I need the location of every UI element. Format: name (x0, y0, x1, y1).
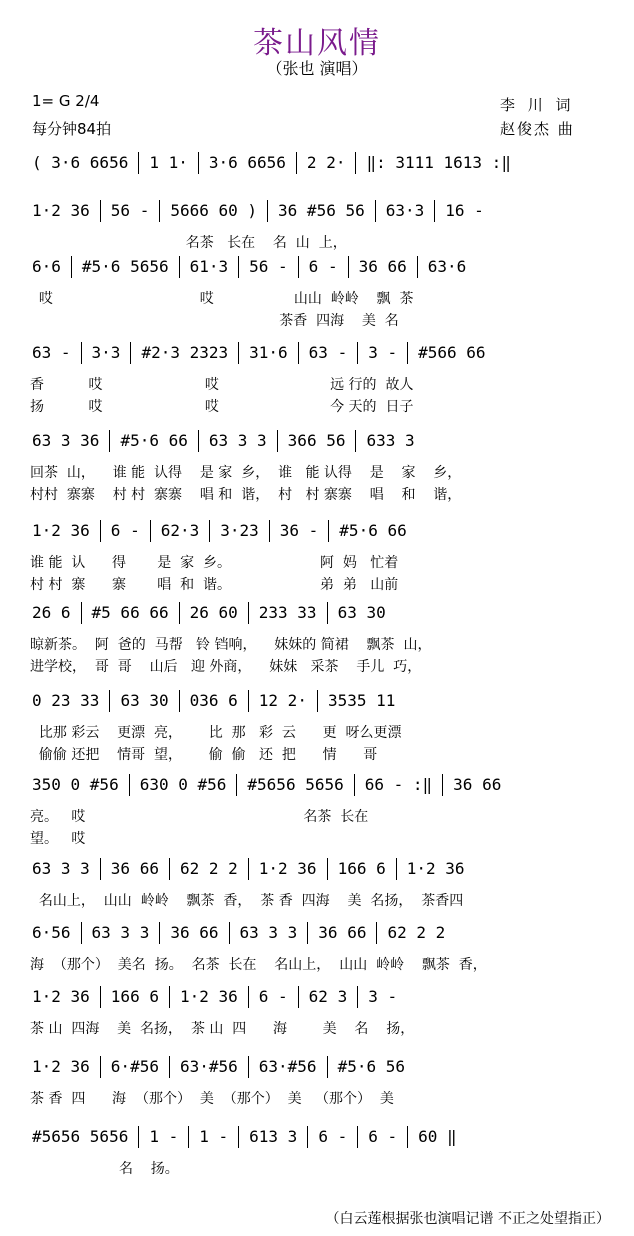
key-signature: 1= G 2/4 (32, 92, 100, 110)
measure: #5·6 5656 (71, 256, 179, 278)
lyric-line: 回茶 山， 谁 能 认得 是 家 乡， 谁 能 认得 是 家 乡， (30, 465, 462, 481)
measure: 3535 11 (317, 690, 405, 712)
lyric-line: 哎 哎 山山 岭岭 飘 茶 (30, 291, 414, 307)
measure: 5666 60 ) (159, 200, 267, 222)
measure: 36 66 (442, 774, 511, 796)
notation-line (30, 340, 610, 366)
measure: 62 2 2 (169, 858, 248, 880)
measure: 613 3 (238, 1126, 307, 1148)
measure: 63·3 (375, 200, 435, 222)
transcriber-note: （白云莲根据张也演唱记谱 不正之处望指正） (325, 1211, 610, 1227)
lyric-line: 亮。 哎 名茶 长在 (30, 809, 369, 825)
measure: 6 - (357, 1126, 407, 1148)
measure: 233 33 (248, 602, 327, 624)
lyric-line: 名山上， 山山 岭岭 飘茶 香， 茶 香 四海 美 名扬， 茶香四 (30, 893, 464, 909)
measure: 60 ‖ (407, 1126, 467, 1148)
measure: 1 - (138, 1126, 188, 1148)
measure: 633 3 (355, 430, 424, 452)
score-row (30, 518, 610, 610)
lyric-line: 海 （那个） 美名 扬。 名茶 长在 名山上， 山山 岭岭 飘茶 香， (30, 957, 487, 973)
lyric-line: 茶 山 四海 美 名扬， 茶 山 四 海 美 名 扬， (30, 1021, 415, 1037)
song-title: 茶山风情 (253, 26, 381, 61)
measure: 3·6 6656 (198, 152, 296, 174)
measure: 2 2· (296, 152, 356, 174)
notation-line (30, 1054, 610, 1080)
measure: 166 6 (327, 858, 396, 880)
notation-line (30, 688, 610, 714)
lyric-line: 茶 香 四 海 （那个） 美 （那个） 美 （那个） 美 (30, 1091, 394, 1107)
tempo-marking: 每分钟84拍 (32, 120, 112, 138)
lyric-line: 比那 彩云 更漂 亮， 比 那 彩 云 更 呀么更漂 (30, 725, 402, 741)
lyric-line: 晾新茶。 阿 爸的 马帮 铃 铛响， 妹妹的 简裙 飘茶 山， (30, 637, 432, 653)
measure: ( 3·6 6656 (32, 153, 129, 172)
measure: 16 - (434, 200, 494, 222)
measure: 63·#56 (248, 1056, 327, 1078)
notation-line (30, 518, 610, 544)
measure: 1·2 36 (248, 858, 327, 880)
measure: 63 - (298, 342, 358, 364)
measure: ‖: 3111 1613 :‖ (355, 152, 521, 174)
measure: 26 6 (32, 603, 71, 622)
measure: 36 - (269, 520, 329, 542)
measure: 63·#56 (169, 1056, 248, 1078)
measure: #5656 5656 (32, 1127, 129, 1146)
measure: 63 3 3 (81, 922, 160, 944)
measure: #5 66 66 (81, 602, 179, 624)
singer-credit: （张也 演唱） (266, 59, 368, 78)
measure: 1·2 36 (32, 521, 90, 540)
measure: 350 0 #56 (32, 775, 119, 794)
measure: 6·#56 (100, 1056, 169, 1078)
measure: 36 #56 56 (267, 200, 375, 222)
measure: 61·3 (179, 256, 239, 278)
notation-line (30, 600, 610, 626)
measure: 63 3 3 (229, 922, 308, 944)
measure: 1 1· (138, 152, 198, 174)
notation-line (30, 198, 610, 224)
measure: 1·2 36 (32, 1057, 90, 1076)
measure: 26 60 (179, 602, 248, 624)
score-row (30, 1124, 610, 1216)
measure: #5·6 66 (328, 520, 416, 542)
measure: 036 6 (179, 690, 248, 712)
measure: 56 - (238, 256, 298, 278)
measure: 630 0 #56 (129, 774, 237, 796)
score-row (30, 428, 610, 520)
measure: 1·2 36 (396, 858, 475, 880)
lyric-line: 名茶 长在 名 山 上， (30, 235, 347, 251)
lyric-line: 谁 能 认 得 是 家 乡。 阿 妈 忙着 (30, 555, 399, 571)
measure: 63 3 3 (198, 430, 277, 452)
lyric-line: 村 村 寨 寨 唱 和 谐。 弟 弟 山前 (30, 577, 399, 593)
measure: 63 3 3 (32, 859, 90, 878)
measure: 31·6 (238, 342, 298, 364)
notation-line (30, 428, 610, 454)
notation-line (30, 1124, 610, 1150)
notation-line (30, 920, 610, 946)
lyric-line: 望。 哎 (30, 831, 86, 847)
measure: 6 - (298, 256, 348, 278)
lyric-line: 村村 寨寨 村 村 寨寨 唱 和 谐， 村 村 寨寨 唱 和 谐， (30, 487, 462, 503)
measure: 62 3 (298, 986, 358, 1008)
measure: 63 30 (109, 690, 178, 712)
measure: 1 - (188, 1126, 238, 1148)
measure: 12 2· (248, 690, 317, 712)
notation-line (30, 772, 610, 798)
measure: 3 - (357, 342, 407, 364)
measure: 63 3 36 (32, 431, 100, 450)
score-row (30, 772, 610, 864)
measure: 6 - (248, 986, 298, 1008)
measure: 166 6 (100, 986, 169, 1008)
lyric-line: 茶香 四海 美 名 (30, 313, 399, 329)
measure: 6 - (100, 520, 150, 542)
notation-line (30, 984, 610, 1010)
lyric-line: 偷偷 还把 情哥 望， 偷 偷 还 把 情 哥 (30, 747, 378, 763)
measure: 36 66 (100, 858, 169, 880)
measure: 3·3 (81, 342, 131, 364)
composer-credit: 赵俊杰 曲 (500, 120, 575, 138)
measure: 66 - :‖ (354, 774, 442, 796)
measure: 0 23 33 (32, 691, 100, 710)
measure: 62 2 2 (376, 922, 455, 944)
measure: 62·3 (150, 520, 210, 542)
notation-line (30, 856, 610, 882)
score-row (30, 254, 610, 346)
measure: 6·6 (32, 257, 61, 276)
measure: #5·6 56 (327, 1056, 415, 1078)
lyricist-credit: 李 川 词 (500, 96, 575, 114)
score-row (30, 340, 610, 432)
measure: 63 - (32, 343, 71, 362)
measure: #5·6 66 (109, 430, 197, 452)
measure: 6 - (307, 1126, 357, 1148)
lyric-line: 香 哎 哎 远 行的 故人 (30, 377, 414, 393)
measure: 63 30 (327, 602, 396, 624)
measure: 36 66 (307, 922, 376, 944)
measure: 1·2 36 (32, 987, 90, 1006)
measure: 56 - (100, 200, 160, 222)
measure: 36 66 (159, 922, 228, 944)
measure: #2·3 2323 (130, 342, 238, 364)
measure: #5656 5656 (236, 774, 353, 796)
lyric-line: 进学校， 哥 哥 山后 迎 外商， 妹妹 采茶 手儿 巧， (30, 659, 422, 675)
measure: 63·6 (417, 256, 477, 278)
score-row (30, 600, 610, 692)
measure: 1·2 36 (169, 986, 248, 1008)
measure: 1·2 36 (32, 201, 90, 220)
lyric-line: 名 扬。 (30, 1161, 179, 1177)
measure: 6·56 (32, 923, 71, 942)
measure: 3 - (357, 986, 407, 1008)
notation-line (30, 150, 610, 176)
score-row (30, 688, 610, 780)
lyric-line: 扬 哎 哎 今 天的 日子 (30, 399, 414, 415)
measure: 3·23 (209, 520, 269, 542)
measure: #566 66 (407, 342, 495, 364)
measure: 36 66 (348, 256, 417, 278)
measure: 366 56 (277, 430, 356, 452)
notation-line (30, 254, 610, 280)
